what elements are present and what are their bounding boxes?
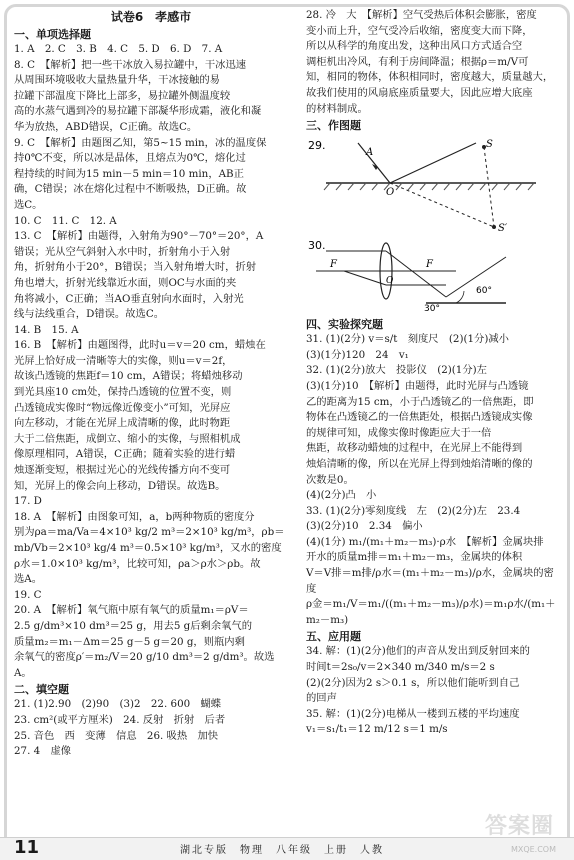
fill-line: 27. 4 虚像	[14, 745, 72, 758]
answer-line: ρ水＝1.0×10³ kg/m³，比较可知，ρa＞ρ水＞ρb。故	[14, 557, 261, 570]
answer-line: 2.5 g/dm³×10 dm³＝25 g，用去5 g后剩余氧气的	[14, 619, 253, 632]
answer-lines-28	[306, 8, 564, 117]
answer-line: 31. (1)(2分) v＝s/t 刻度尺 (2)(1分)减小	[306, 333, 509, 346]
answer-line: 烛焰清晰的像，所以在光屏上得到烛焰清晰的像的	[306, 457, 533, 470]
answer-line: 的回声	[306, 692, 337, 705]
answer-line: (3)(1分)10 【解析】由题得，此时光屏与凸透镜	[306, 379, 529, 392]
answer-line: 凸透镜成实像时“物远像近像变小”可知，光屏应	[14, 401, 231, 414]
answer-lines-experiment	[306, 332, 564, 628]
answer-line: 别为ρa＝ma/Va＝4×10³ kg/2 m³＝2×10³ kg/m³，ρb＝	[14, 526, 285, 539]
angle-arc	[456, 291, 464, 303]
label-o: O	[386, 276, 394, 287]
figure-30-number: 30.	[308, 239, 326, 253]
answer-line: 光屏上恰好成一清晰等大的实像，则u＝v＝2f，	[14, 354, 233, 367]
answer-line: 10. C 11. C 12. A	[14, 214, 117, 227]
answer-line: 质量m₂＝m₁－Δm＝25 g－5 g＝20 g，则瓶内剩	[14, 635, 245, 648]
answer-line: 知，相同的物体，体积相同时，密度越大，质量越大，	[306, 71, 554, 84]
answer-line: V＝V排＝m排/ρ水＝(m₁＋m₂－m₃)/ρ水，金属块的密度	[306, 567, 554, 595]
answer-line: 时间t＝2s₀/v＝2×340 m/340 m/s＝2 s	[306, 661, 495, 674]
answer-line: 故我们使用的风扇底座质量要大，因此应增大底座	[306, 86, 533, 99]
label-s-prime: S′	[498, 223, 508, 234]
figure-30-svg	[306, 237, 564, 313]
answer-line: 到光具座10 cm处，保持凸透镜的位置不变，则	[14, 386, 232, 399]
section-heading-application: 五、应用题	[306, 630, 361, 644]
answer-line: 次数是0。	[306, 473, 354, 486]
label-angle-30: 30°	[424, 304, 440, 314]
label-a: A	[366, 147, 374, 159]
answer-line: 拉罐下部温度下降比上部多，易拉罐外侧温度较	[14, 89, 231, 102]
answer-line: 像原理相同，A错误，C正确；随着实验的进行蜡	[14, 448, 236, 461]
watermark-logo: 答案圈	[484, 814, 554, 839]
answer-line: 18. A 【解析】由图象可知，a，b两种物质的密度分	[14, 510, 255, 523]
answer-line: (4)(2分)凸 小	[306, 489, 377, 502]
answer-line: 角，折射角小于20°，B错误；当入射角增大时，折射	[14, 261, 257, 274]
answer-line: 8. C 【解析】把一些干冰放入易拉罐中，干冰迅速	[14, 58, 247, 71]
answer-lines-left	[14, 42, 288, 681]
answer-line: (3)(1分)120 24 v₁	[306, 348, 409, 361]
paper-title: 试卷6 孝感市	[110, 10, 192, 24]
answer-line: 17. D	[14, 495, 42, 508]
answer-line: 调柜机出冷风，有利于房间降温；根据ρ＝m/V可	[306, 55, 529, 68]
answer-line: 选A。	[14, 573, 43, 586]
answer-line: 16. B 【解析】由题图得，此时u＝v＝20 cm，蜡烛在	[14, 339, 266, 352]
incident-ray	[358, 143, 390, 183]
answer-line: (4)(1分) m₁/(m₁＋m₂－m₃)·ρ水 【解析】金属块排	[306, 535, 544, 548]
fill-line: 25. 音色 西 变薄 信息 26. 吸热 加快	[14, 729, 219, 742]
answer-line: 角也增大，折射光线靠近水面，则OC与水面的夹	[14, 276, 237, 289]
answer-lines-application	[306, 644, 564, 738]
answer-line: 14. B 15. A	[14, 323, 79, 336]
answer-line: 程持续的时间为15 min－5 min＝10 min，AB正	[14, 167, 244, 180]
answer-line: mb/Vb＝2×10³ kg/4 m³＝0.5×10³ kg/m³，又水的密度	[14, 542, 282, 554]
answer-line: 1. A 2. C 3. B 4. C 5. D 6. D 7. A	[14, 43, 223, 55]
figure-29	[306, 135, 564, 233]
answer-line: 32. (1)(2分)放大 投影仪 (2)(1分)左	[306, 364, 487, 377]
section-heading-drawing: 三、作图题	[306, 119, 361, 133]
answer-line: 错误；光从空气斜射入水中时，折射角小于入射	[14, 245, 231, 258]
answer-line: 9. C 【解析】由题图乙知，第5~15 min，冰的温度保	[14, 136, 267, 149]
footer-text: 湖北专版 物理 八年级 上册 人教	[180, 845, 384, 856]
section-heading-experiment: 四、实验探究题	[306, 318, 383, 332]
answer-line: 高的水蒸气遇到冷的易拉罐下部凝华形成霜，液化和凝	[14, 105, 262, 118]
page-number: 11	[14, 837, 40, 858]
right-column	[306, 8, 564, 738]
watermark-url: MXQE.COM	[510, 845, 556, 854]
figure-30	[306, 237, 564, 313]
answer-line: 变小而上升，空气受冷后收缩，密度变大而下降，	[306, 24, 533, 37]
answer-line: v₁＝s₁/t₁＝12 m/12 s＝1 m/s	[306, 723, 448, 736]
answer-line: 13. C 【解析】由题得，入射角为90°－70°＝20°，A	[14, 230, 264, 243]
answer-line: 烛逐渐变短，根据过光心的光线传播方向不变可	[14, 464, 231, 477]
answer-line: 焦距，故移动蜡烛的过程中，在光屏上不能得到	[306, 442, 523, 455]
left-column	[14, 8, 288, 760]
fill-line: 23. cm²(或平方厘米) 24. 反射 折射 后者	[14, 713, 226, 726]
answer-line: 19. C	[14, 588, 42, 601]
section-heading-choice: 一、单项选择题	[14, 28, 91, 41]
label-s: S	[486, 139, 493, 151]
answer-line: 28. 冷 大 【解析】空气受热后体积会膨胀，密度	[306, 9, 537, 21]
label-f-right: F	[426, 259, 433, 271]
figure-29-number: 29.	[308, 139, 326, 153]
answer-line: 的材料制成。	[306, 102, 368, 115]
answer-line: 所以从科学的角度出发，这种出风口方式适合空	[306, 40, 523, 53]
answer-line: 确，C错误；冰在熔化过程中不断吸热，D正确。故	[14, 183, 247, 196]
fill-answers	[14, 697, 288, 759]
answer-line: 开水的质量m排＝m₁＋m₂－m₃，金属块的体积	[306, 551, 523, 564]
answer-line: 持0℃不变，所以冰是晶体，且熔点为0℃，熔化过	[14, 152, 246, 165]
image-point	[492, 225, 496, 229]
answer-line: 余氧气的密度ρ′＝m₂/V＝20 g/10 dm³＝2 g/dm³。故选A。	[14, 651, 275, 679]
answer-line: 20. A 【解析】氧气瓶中原有氧气的质量m₁＝ρV＝	[14, 604, 249, 617]
reflected-ray	[390, 143, 476, 183]
answer-line: 大于二倍焦距，成倒立、缩小的实像，与照相机成	[14, 432, 241, 445]
image-normal	[484, 147, 494, 227]
answer-line: ρ金＝m₁/V＝m₁/((m₁＋m₂－m₃)/ρ水)＝m₁ρ水/(m₁＋m₂－m₃)	[306, 598, 556, 626]
label-o: O	[386, 187, 395, 199]
answer-line: 35. 解：(1)(2分)电梯从一楼到五楼的平均速度	[306, 707, 520, 720]
ray-refracted	[386, 251, 446, 297]
fill-line: 21. (1)2.90 (2)90 (3)2 22. 600 蝴蝶	[14, 698, 222, 711]
answer-line: 的规律可知，成像实像时像距应大于一倍	[306, 426, 492, 439]
answer-line: 知，光屏上的像会向上移动，D错误。故选B。	[14, 479, 226, 492]
label-f-left: F	[330, 259, 337, 271]
answer-line: 33. (1)(2分)零刻度线 左 (2)(2分)左 23.4	[306, 504, 521, 517]
section-heading-fill: 二、填空题	[14, 683, 69, 697]
answer-line: 乙的距离为15 cm，小于凸透镜乙的一倍焦距，即	[306, 395, 534, 408]
answer-line: 34. 解：(1)(2分)他们的声音从发出到反射回来的	[306, 645, 530, 658]
answer-line: 选C。	[14, 198, 43, 211]
virtual-ray	[390, 183, 494, 227]
mirror-hatch	[324, 183, 534, 190]
answer-line: 华为放热，ABD错误，C正确。故选C。	[14, 120, 198, 133]
answer-line: 故该凸透镜的焦距f＝10 cm，A错误；将蜡烛移动	[14, 370, 243, 383]
label-angle-60: 60°	[476, 286, 492, 297]
answer-line: 向左移动，才能在光屏上成清晰的像，此时物距	[14, 417, 231, 430]
answer-line: 从周围环境吸收大量热量升华，干冰接触的易	[14, 74, 220, 87]
answer-line: 线与法线重合，D错误。故选C。	[14, 308, 164, 321]
answer-line: 物体在凸透镜乙的一倍焦距处，根据凸透镜成实像	[306, 411, 533, 424]
figure-29-svg	[306, 135, 564, 233]
answer-line: (3)(2分)10 2.34 偏小	[306, 520, 423, 533]
answer-line: 角将减小，C正确；当AO垂直射向水面时，入射光	[14, 292, 244, 305]
footer-bar	[0, 837, 574, 860]
answer-line: (2)(2分)因为2 s＞0.1 s，所以他们能听到自己	[306, 676, 520, 689]
